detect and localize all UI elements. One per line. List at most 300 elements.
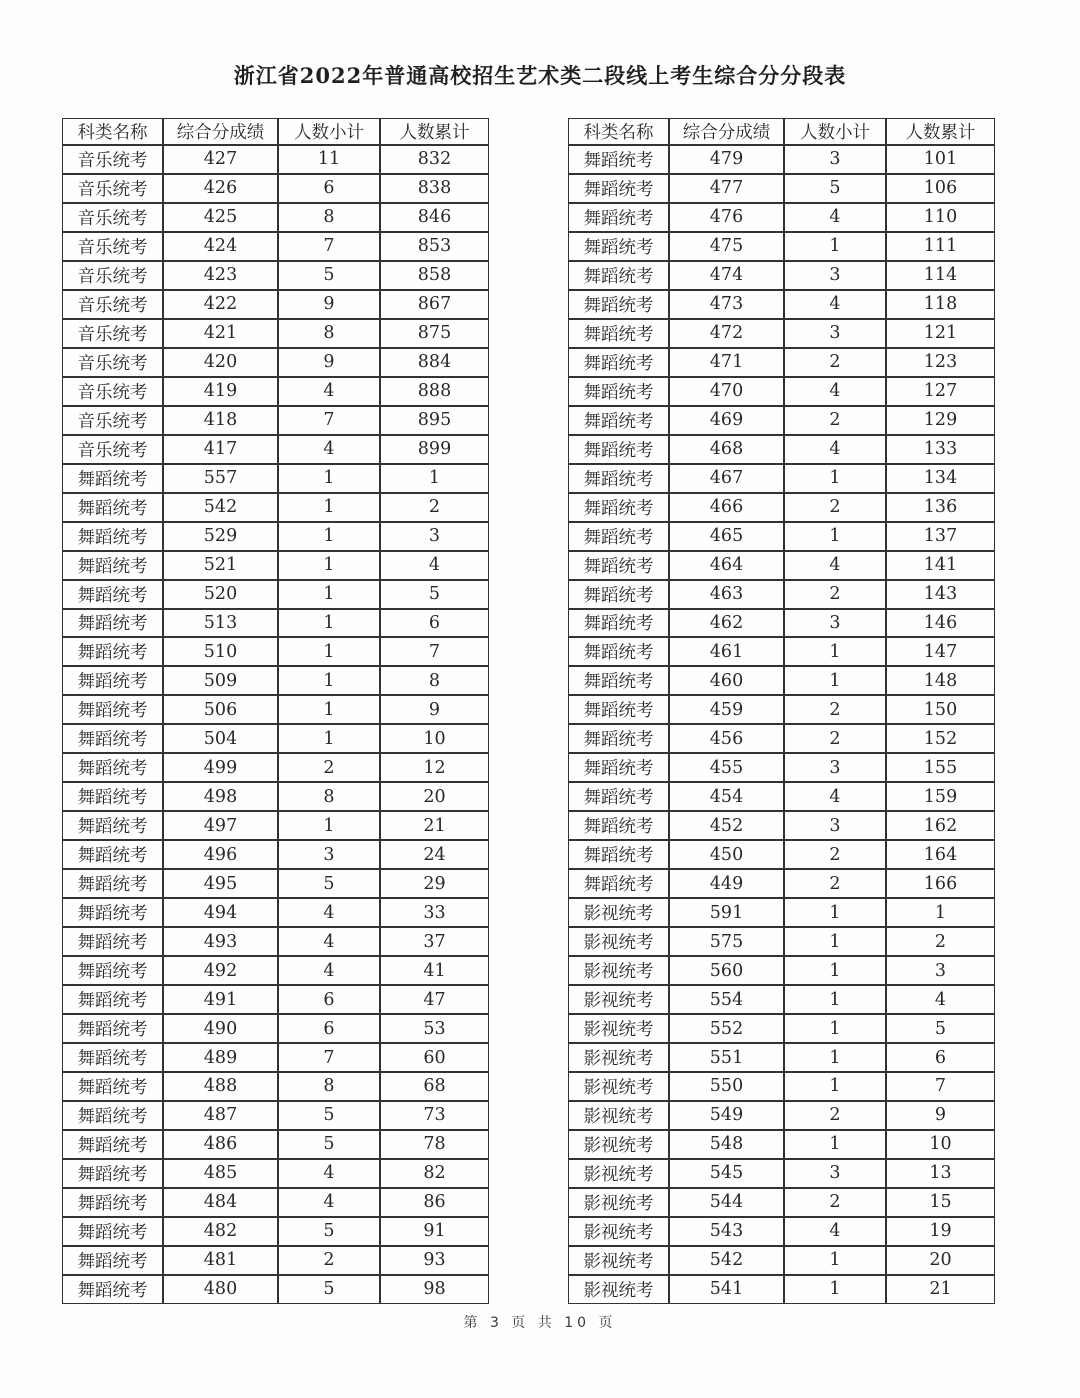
cell-cumulative: 1 bbox=[886, 898, 995, 927]
cell-count: 1 bbox=[784, 1043, 886, 1072]
table-row bbox=[62, 464, 489, 493]
table-row bbox=[62, 145, 489, 174]
cell-category: 舞蹈统考 bbox=[568, 811, 669, 840]
cell-cumulative: 7 bbox=[380, 637, 489, 666]
cell-count: 7 bbox=[278, 232, 380, 261]
cell-count: 3 bbox=[784, 145, 886, 174]
cell-cumulative: 47 bbox=[380, 985, 489, 1014]
table-row bbox=[568, 956, 995, 985]
cell-cumulative: 29 bbox=[380, 869, 489, 898]
cell-score: 426 bbox=[163, 174, 278, 203]
cell-category: 舞蹈统考 bbox=[62, 1101, 163, 1130]
cell-category: 舞蹈统考 bbox=[568, 145, 669, 174]
cell-count: 4 bbox=[278, 927, 380, 956]
cell-cumulative: 8 bbox=[380, 666, 489, 695]
table-row bbox=[62, 1159, 489, 1188]
cell-category: 音乐统考 bbox=[62, 348, 163, 377]
cell-count: 2 bbox=[784, 493, 886, 522]
cell-cumulative: 832 bbox=[380, 145, 489, 174]
cell-cumulative: 164 bbox=[886, 840, 995, 869]
cell-cumulative: 155 bbox=[886, 753, 995, 782]
table-row bbox=[62, 985, 489, 1014]
cell-category: 舞蹈统考 bbox=[62, 609, 163, 638]
cell-count: 2 bbox=[278, 1246, 380, 1275]
cell-count: 7 bbox=[278, 406, 380, 435]
cell-category: 舞蹈统考 bbox=[62, 637, 163, 666]
cell-count: 8 bbox=[278, 319, 380, 348]
cell-score: 575 bbox=[669, 927, 784, 956]
cell-count: 1 bbox=[278, 811, 380, 840]
table-row bbox=[568, 174, 995, 203]
cell-category: 影视统考 bbox=[568, 1101, 669, 1130]
cell-cumulative: 21 bbox=[380, 811, 489, 840]
cell-cumulative: 858 bbox=[380, 261, 489, 290]
cell-category: 舞蹈统考 bbox=[568, 435, 669, 464]
cell-category: 舞蹈统考 bbox=[568, 666, 669, 695]
table-row bbox=[568, 609, 995, 638]
header-count: 人数小计 bbox=[784, 118, 886, 145]
cell-score: 480 bbox=[163, 1275, 278, 1304]
cell-count: 4 bbox=[278, 898, 380, 927]
cell-count: 4 bbox=[784, 1217, 886, 1246]
cell-count: 5 bbox=[784, 174, 886, 203]
cell-count: 1 bbox=[278, 522, 380, 551]
cell-score: 463 bbox=[669, 580, 784, 609]
cell-count: 1 bbox=[278, 695, 380, 724]
cell-cumulative: 1 bbox=[380, 464, 489, 493]
cell-count: 3 bbox=[784, 319, 886, 348]
cell-cumulative: 24 bbox=[380, 840, 489, 869]
cell-category: 音乐统考 bbox=[62, 174, 163, 203]
cell-cumulative: 7 bbox=[886, 1072, 995, 1101]
table-row bbox=[62, 637, 489, 666]
cell-category: 影视统考 bbox=[568, 1275, 669, 1304]
table-row bbox=[568, 666, 995, 695]
cell-score: 509 bbox=[163, 666, 278, 695]
table-row bbox=[568, 1014, 995, 1043]
table-row bbox=[568, 724, 995, 753]
cell-cumulative: 37 bbox=[380, 927, 489, 956]
cell-cumulative: 91 bbox=[380, 1217, 489, 1246]
cell-category: 舞蹈统考 bbox=[568, 869, 669, 898]
table-row bbox=[568, 1072, 995, 1101]
cell-cumulative: 159 bbox=[886, 782, 995, 811]
cell-count: 3 bbox=[784, 1159, 886, 1188]
cell-count: 5 bbox=[278, 261, 380, 290]
cell-category: 舞蹈统考 bbox=[62, 811, 163, 840]
cell-count: 5 bbox=[278, 1217, 380, 1246]
cell-category: 舞蹈统考 bbox=[62, 695, 163, 724]
cell-category: 舞蹈统考 bbox=[568, 174, 669, 203]
cell-category: 影视统考 bbox=[568, 898, 669, 927]
cell-category: 舞蹈统考 bbox=[62, 522, 163, 551]
table-row bbox=[568, 637, 995, 666]
table-row bbox=[568, 927, 995, 956]
cell-cumulative: 888 bbox=[380, 377, 489, 406]
table-row bbox=[568, 435, 995, 464]
table-row bbox=[62, 724, 489, 753]
cell-count: 2 bbox=[784, 869, 886, 898]
cell-score: 471 bbox=[669, 348, 784, 377]
table-body-left bbox=[62, 145, 489, 1304]
cell-category: 舞蹈统考 bbox=[62, 1275, 163, 1304]
cell-score: 461 bbox=[669, 637, 784, 666]
cell-count: 2 bbox=[784, 580, 886, 609]
cell-count: 1 bbox=[784, 522, 886, 551]
cell-count: 1 bbox=[784, 666, 886, 695]
cell-cumulative: 867 bbox=[380, 290, 489, 319]
cell-category: 舞蹈统考 bbox=[62, 985, 163, 1014]
cell-score: 418 bbox=[163, 406, 278, 435]
table-row bbox=[568, 145, 995, 174]
cell-score: 481 bbox=[163, 1246, 278, 1275]
cell-score: 474 bbox=[669, 261, 784, 290]
cell-count: 9 bbox=[278, 348, 380, 377]
cell-cumulative: 6 bbox=[886, 1043, 995, 1072]
cell-cumulative: 110 bbox=[886, 203, 995, 232]
cell-count: 1 bbox=[784, 927, 886, 956]
cell-count: 1 bbox=[784, 985, 886, 1014]
table-row bbox=[62, 1130, 489, 1159]
cell-cumulative: 148 bbox=[886, 666, 995, 695]
cell-category: 音乐统考 bbox=[62, 232, 163, 261]
cell-category: 影视统考 bbox=[568, 927, 669, 956]
cell-cumulative: 875 bbox=[380, 319, 489, 348]
table-row bbox=[568, 1246, 995, 1275]
cell-count: 6 bbox=[278, 985, 380, 1014]
header-score: 综合分成绩 bbox=[163, 118, 278, 145]
cell-count: 4 bbox=[278, 956, 380, 985]
cell-count: 5 bbox=[278, 1130, 380, 1159]
cell-cumulative: 895 bbox=[380, 406, 489, 435]
cell-category: 舞蹈统考 bbox=[568, 261, 669, 290]
cell-category: 舞蹈统考 bbox=[62, 580, 163, 609]
table-row bbox=[568, 580, 995, 609]
cell-cumulative: 129 bbox=[886, 406, 995, 435]
cell-cumulative: 106 bbox=[886, 174, 995, 203]
cell-score: 490 bbox=[163, 1014, 278, 1043]
table-row bbox=[62, 1101, 489, 1130]
cell-score: 545 bbox=[669, 1159, 784, 1188]
page-footer: 第 3 页 共 10 页 bbox=[463, 1315, 617, 1331]
cell-count: 1 bbox=[784, 232, 886, 261]
cell-score: 425 bbox=[163, 203, 278, 232]
table-row bbox=[62, 695, 489, 724]
cell-score: 486 bbox=[163, 1130, 278, 1159]
cell-score: 542 bbox=[669, 1246, 784, 1275]
cell-category: 舞蹈统考 bbox=[62, 869, 163, 898]
table-row bbox=[62, 1043, 489, 1072]
table-row bbox=[62, 232, 489, 261]
cell-score: 459 bbox=[669, 695, 784, 724]
cell-cumulative: 10 bbox=[886, 1130, 995, 1159]
cell-score: 422 bbox=[163, 290, 278, 319]
cell-category: 舞蹈统考 bbox=[568, 232, 669, 261]
cell-score: 552 bbox=[669, 1014, 784, 1043]
table-row bbox=[62, 811, 489, 840]
cell-cumulative: 5 bbox=[380, 580, 489, 609]
cell-score: 470 bbox=[669, 377, 784, 406]
cell-score: 450 bbox=[669, 840, 784, 869]
cell-count: 1 bbox=[784, 464, 886, 493]
table-row bbox=[62, 377, 489, 406]
cell-count: 9 bbox=[278, 290, 380, 319]
table-body-right bbox=[568, 145, 995, 1304]
cell-count: 4 bbox=[278, 435, 380, 464]
cell-score: 492 bbox=[163, 956, 278, 985]
cell-score: 491 bbox=[163, 985, 278, 1014]
cell-category: 舞蹈统考 bbox=[568, 782, 669, 811]
cell-cumulative: 111 bbox=[886, 232, 995, 261]
cell-score: 497 bbox=[163, 811, 278, 840]
cell-cumulative: 133 bbox=[886, 435, 995, 464]
header-count: 人数小计 bbox=[278, 118, 380, 145]
table-row bbox=[62, 435, 489, 464]
table-row bbox=[62, 898, 489, 927]
cell-cumulative: 147 bbox=[886, 637, 995, 666]
cell-count: 5 bbox=[278, 869, 380, 898]
cell-count: 4 bbox=[784, 782, 886, 811]
cell-count: 4 bbox=[278, 377, 380, 406]
cell-category: 舞蹈统考 bbox=[568, 377, 669, 406]
header-row bbox=[568, 118, 995, 145]
cell-cumulative: 141 bbox=[886, 551, 995, 580]
cell-cumulative: 82 bbox=[380, 1159, 489, 1188]
cell-category: 影视统考 bbox=[568, 1014, 669, 1043]
table-row bbox=[62, 348, 489, 377]
table-row bbox=[62, 493, 489, 522]
cell-category: 影视统考 bbox=[568, 985, 669, 1014]
table-row bbox=[62, 522, 489, 551]
cell-score: 455 bbox=[669, 753, 784, 782]
cell-cumulative: 3 bbox=[886, 956, 995, 985]
cell-count: 4 bbox=[784, 551, 886, 580]
cell-cumulative: 3 bbox=[380, 522, 489, 551]
cell-cumulative: 137 bbox=[886, 522, 995, 551]
cell-count: 1 bbox=[784, 637, 886, 666]
table-row bbox=[62, 1275, 489, 1304]
cell-score: 506 bbox=[163, 695, 278, 724]
cell-category: 舞蹈统考 bbox=[62, 1246, 163, 1275]
cell-score: 417 bbox=[163, 435, 278, 464]
cell-category: 音乐统考 bbox=[62, 203, 163, 232]
table-row bbox=[568, 985, 995, 1014]
cell-count: 1 bbox=[278, 637, 380, 666]
cell-score: 476 bbox=[669, 203, 784, 232]
cell-category: 影视统考 bbox=[568, 1130, 669, 1159]
cell-score: 475 bbox=[669, 232, 784, 261]
cell-score: 591 bbox=[669, 898, 784, 927]
cell-count: 4 bbox=[784, 377, 886, 406]
cell-count: 1 bbox=[784, 1072, 886, 1101]
cell-category: 舞蹈统考 bbox=[62, 956, 163, 985]
cell-cumulative: 15 bbox=[886, 1188, 995, 1217]
table-row bbox=[568, 522, 995, 551]
cell-cumulative: 20 bbox=[380, 782, 489, 811]
cell-category: 音乐统考 bbox=[62, 145, 163, 174]
cell-score: 529 bbox=[163, 522, 278, 551]
table-row bbox=[62, 203, 489, 232]
table-row bbox=[62, 1072, 489, 1101]
cell-score: 557 bbox=[163, 464, 278, 493]
table-row bbox=[568, 1217, 995, 1246]
cell-count: 5 bbox=[278, 1101, 380, 1130]
table-row bbox=[62, 406, 489, 435]
cell-category: 舞蹈统考 bbox=[62, 753, 163, 782]
cell-score: 484 bbox=[163, 1188, 278, 1217]
cell-score: 550 bbox=[669, 1072, 784, 1101]
table-row bbox=[568, 811, 995, 840]
cell-cumulative: 33 bbox=[380, 898, 489, 927]
cell-cumulative: 93 bbox=[380, 1246, 489, 1275]
cell-count: 1 bbox=[784, 1014, 886, 1043]
table-row bbox=[568, 261, 995, 290]
cell-count: 2 bbox=[784, 348, 886, 377]
cell-count: 1 bbox=[278, 551, 380, 580]
cell-cumulative: 5 bbox=[886, 1014, 995, 1043]
cell-score: 513 bbox=[163, 609, 278, 638]
cell-count: 2 bbox=[784, 724, 886, 753]
cell-score: 427 bbox=[163, 145, 278, 174]
cell-category: 影视统考 bbox=[568, 1072, 669, 1101]
cell-score: 487 bbox=[163, 1101, 278, 1130]
cell-category: 影视统考 bbox=[568, 1188, 669, 1217]
cell-cumulative: 68 bbox=[380, 1072, 489, 1101]
cell-category: 舞蹈统考 bbox=[62, 1217, 163, 1246]
cell-count: 7 bbox=[278, 1043, 380, 1072]
cell-cumulative: 838 bbox=[380, 174, 489, 203]
cell-count: 1 bbox=[278, 580, 380, 609]
cell-score: 494 bbox=[163, 898, 278, 927]
cell-cumulative: 150 bbox=[886, 695, 995, 724]
cell-category: 舞蹈统考 bbox=[62, 927, 163, 956]
cell-score: 419 bbox=[163, 377, 278, 406]
cell-score: 469 bbox=[669, 406, 784, 435]
cell-count: 3 bbox=[784, 261, 886, 290]
cell-category: 舞蹈统考 bbox=[568, 290, 669, 319]
cell-category: 舞蹈统考 bbox=[62, 1043, 163, 1072]
table-row bbox=[62, 319, 489, 348]
cell-count: 3 bbox=[278, 840, 380, 869]
table-row bbox=[568, 840, 995, 869]
cell-score: 421 bbox=[163, 319, 278, 348]
table-row bbox=[62, 609, 489, 638]
cell-score: 479 bbox=[669, 145, 784, 174]
cell-cumulative: 20 bbox=[886, 1246, 995, 1275]
cell-category: 音乐统考 bbox=[62, 377, 163, 406]
table-row bbox=[62, 290, 489, 319]
cell-count: 1 bbox=[784, 1246, 886, 1275]
cell-category: 舞蹈统考 bbox=[568, 406, 669, 435]
cell-count: 2 bbox=[784, 695, 886, 724]
cell-score: 468 bbox=[669, 435, 784, 464]
cell-cumulative: 146 bbox=[886, 609, 995, 638]
cell-count: 1 bbox=[278, 666, 380, 695]
cell-score: 477 bbox=[669, 174, 784, 203]
table-row bbox=[568, 493, 995, 522]
cell-category: 舞蹈统考 bbox=[568, 609, 669, 638]
cell-category: 音乐统考 bbox=[62, 261, 163, 290]
cell-score: 544 bbox=[669, 1188, 784, 1217]
cell-score: 551 bbox=[669, 1043, 784, 1072]
cell-category: 舞蹈统考 bbox=[568, 203, 669, 232]
cell-category: 舞蹈统考 bbox=[62, 724, 163, 753]
table-row bbox=[568, 290, 995, 319]
cell-score: 485 bbox=[163, 1159, 278, 1188]
cell-cumulative: 127 bbox=[886, 377, 995, 406]
cell-cumulative: 9 bbox=[886, 1101, 995, 1130]
cell-score: 560 bbox=[669, 956, 784, 985]
cell-score: 467 bbox=[669, 464, 784, 493]
table-row bbox=[62, 666, 489, 695]
cell-category: 舞蹈统考 bbox=[568, 724, 669, 753]
cell-category: 舞蹈统考 bbox=[62, 782, 163, 811]
table-row bbox=[568, 377, 995, 406]
table-row bbox=[62, 869, 489, 898]
cell-category: 舞蹈统考 bbox=[568, 695, 669, 724]
cell-cumulative: 884 bbox=[380, 348, 489, 377]
cell-score: 521 bbox=[163, 551, 278, 580]
cell-cumulative: 98 bbox=[380, 1275, 489, 1304]
cell-score: 499 bbox=[163, 753, 278, 782]
cell-score: 489 bbox=[163, 1043, 278, 1072]
cell-cumulative: 2 bbox=[886, 927, 995, 956]
cell-score: 482 bbox=[163, 1217, 278, 1246]
table-row bbox=[568, 1043, 995, 1072]
cell-cumulative: 6 bbox=[380, 609, 489, 638]
cell-category: 舞蹈统考 bbox=[62, 840, 163, 869]
cell-count: 1 bbox=[278, 609, 380, 638]
cell-category: 舞蹈统考 bbox=[62, 1188, 163, 1217]
cell-cumulative: 166 bbox=[886, 869, 995, 898]
cell-category: 舞蹈统考 bbox=[62, 898, 163, 927]
cell-cumulative: 136 bbox=[886, 493, 995, 522]
cell-category: 舞蹈统考 bbox=[568, 348, 669, 377]
cell-category: 音乐统考 bbox=[62, 319, 163, 348]
cell-category: 舞蹈统考 bbox=[62, 551, 163, 580]
cell-score: 424 bbox=[163, 232, 278, 261]
table-row bbox=[568, 1130, 995, 1159]
cell-count: 3 bbox=[784, 753, 886, 782]
table-row bbox=[62, 927, 489, 956]
cell-count: 1 bbox=[278, 724, 380, 753]
table-row bbox=[568, 319, 995, 348]
cell-score: 456 bbox=[669, 724, 784, 753]
table-row bbox=[568, 464, 995, 493]
cell-category: 影视统考 bbox=[568, 1246, 669, 1275]
cell-category: 舞蹈统考 bbox=[568, 493, 669, 522]
cell-cumulative: 853 bbox=[380, 232, 489, 261]
cell-cumulative: 152 bbox=[886, 724, 995, 753]
table-row bbox=[568, 898, 995, 927]
header-row bbox=[62, 118, 489, 145]
cell-score: 498 bbox=[163, 782, 278, 811]
cell-count: 8 bbox=[278, 203, 380, 232]
cell-count: 5 bbox=[278, 1275, 380, 1304]
cell-count: 2 bbox=[784, 406, 886, 435]
cell-category: 舞蹈统考 bbox=[568, 522, 669, 551]
cell-cumulative: 4 bbox=[886, 985, 995, 1014]
cell-score: 542 bbox=[163, 493, 278, 522]
cell-count: 11 bbox=[278, 145, 380, 174]
table-row bbox=[568, 782, 995, 811]
cell-category: 舞蹈统考 bbox=[62, 1072, 163, 1101]
table-row bbox=[568, 1188, 995, 1217]
cell-count: 2 bbox=[784, 1188, 886, 1217]
cell-category: 舞蹈统考 bbox=[568, 840, 669, 869]
table-row bbox=[62, 174, 489, 203]
table-row bbox=[62, 580, 489, 609]
